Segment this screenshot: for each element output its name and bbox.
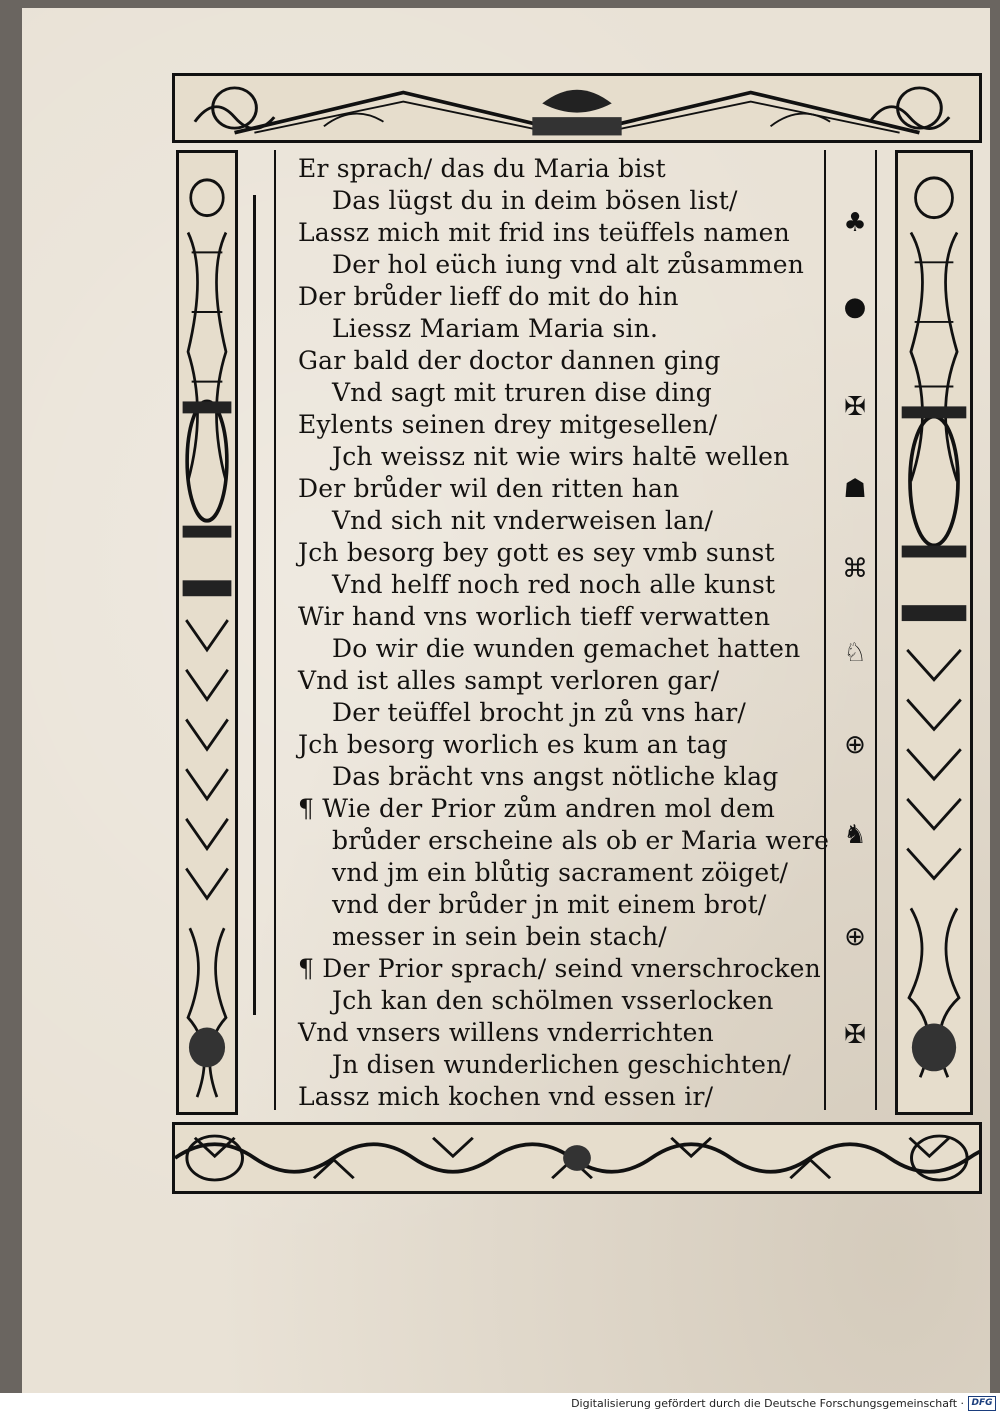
text-line: Jch besorg worlich es kum an tag xyxy=(298,730,728,759)
text-line: Jch kan den schölmen vsserlocken xyxy=(332,986,774,1015)
hand-symbol-icon: ♘ xyxy=(843,638,867,668)
text-line: Do wir die wunden gemachet hatten xyxy=(332,634,801,663)
margin-symbols xyxy=(830,190,880,1070)
text-line: Der hol eüch iung vnd alt zůsammen xyxy=(332,250,805,279)
text-line: Vnd ist alles sampt verloren gar/ xyxy=(298,666,720,695)
cross-symbol-icon: ✠ xyxy=(844,1020,866,1050)
bottom-ornament-border xyxy=(172,1122,982,1194)
chapter-heading-line: ¶ Wie der Prior zům andren mol dem xyxy=(298,794,775,823)
funding-credit: Digitalisierung gefördert durch die Deutsche Forschungsgemeinschaft · xyxy=(571,1397,964,1410)
left-ornament-column xyxy=(176,150,238,1115)
chapter-heading-line: vnd jm ein blůtig sacrament zöiget/ xyxy=(332,858,789,887)
text-line: Er sprach/ das du Maria bist xyxy=(298,154,666,183)
club-symbol-icon: ♣ xyxy=(843,208,867,238)
text-line: ¶ Der Prior sprach/ seind vnerschrocken xyxy=(298,954,821,983)
pot-symbol-icon: ☗ xyxy=(843,474,867,504)
chapter-heading-line: vnd der brůder jn mit einem brot/ xyxy=(332,890,767,919)
text-line: Wir hand vns worlich tieff verwatten xyxy=(298,602,771,631)
circle-cross-symbol-icon: ⊕ xyxy=(844,922,866,952)
left-rule-outer xyxy=(253,195,256,1015)
text-line: Das brächt vns angst nötliche klag xyxy=(332,762,779,791)
text-line: Vnd vnsers willens vnderrichten xyxy=(298,1018,714,1047)
text-line: Lassz mich kochen vnd essen ir/ xyxy=(298,1082,714,1111)
text-line: Jn disen wunderlichen geschichten/ xyxy=(332,1050,792,1079)
text-line: Vnd sagt mit truren dise ding xyxy=(332,378,712,407)
text-block xyxy=(298,150,828,1110)
dfg-logo: DFG xyxy=(968,1396,996,1411)
text-line: Vnd helff noch red noch alle kunst xyxy=(332,570,776,599)
top-ornament-border xyxy=(172,73,982,143)
text-line: Der brůder wil den ritten han xyxy=(298,474,680,503)
text-line: Gar bald der doctor dannen ging xyxy=(298,346,721,375)
text-line: Der brůder lieff do mit do hin xyxy=(298,282,679,311)
footer-bar xyxy=(0,1393,1000,1415)
dot-symbol-icon: ● xyxy=(843,292,867,322)
text-line: Liessz Mariam Maria sin. xyxy=(332,314,659,343)
text-line: Lassz mich mit frid ins teüffels namen xyxy=(298,218,790,247)
circle-cross-symbol-icon: ⊕ xyxy=(844,730,866,760)
text-line: Der teüffel brocht jn zů vns har/ xyxy=(332,698,747,727)
text-line: Jch besorg bey gott es sey vmb sunst xyxy=(298,538,775,567)
figure-symbol-icon: ♞ xyxy=(843,820,867,850)
text-line: Das lügst du in deim bösen list/ xyxy=(332,186,738,215)
text-line: Vnd sich nit vnderweisen lan/ xyxy=(332,506,714,535)
text-line: Jch weissz nit wie wirs haltē wellen xyxy=(332,442,790,471)
double-cross-symbol-icon: ⌘ xyxy=(842,554,868,584)
chapter-heading-line: messer in sein bein stach/ xyxy=(332,922,667,951)
chapter-heading-line: brůder erscheine als ob er Maria were xyxy=(332,826,830,855)
cross-symbol-icon: ✠ xyxy=(844,392,866,422)
text-line: Eylents seinen drey mitgesellen/ xyxy=(298,410,718,439)
right-ornament-column xyxy=(895,150,973,1115)
left-rule-inner xyxy=(274,150,276,1110)
